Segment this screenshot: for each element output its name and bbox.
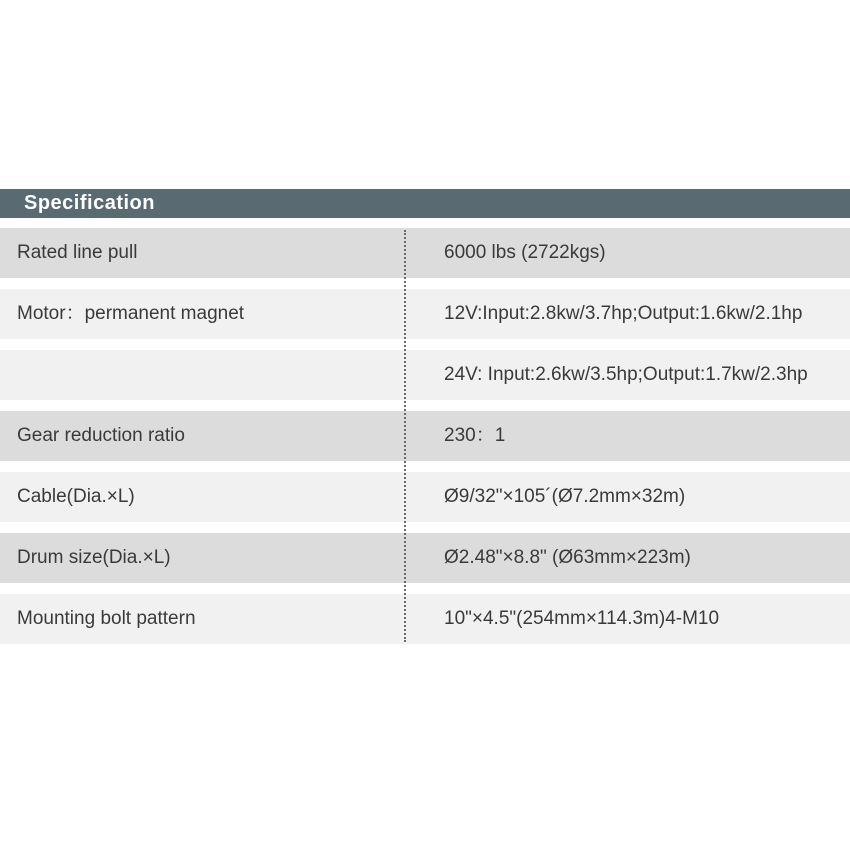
spec-label: Rated line pull [17,242,138,263]
column-divider [404,230,406,642]
spec-row-gear-ratio [0,411,850,461]
spec-value: 24V: Input:2.6kw/3.5hp;Output:1.7kw/2.3hp [444,364,808,385]
spec-row-mounting-bolt [0,594,850,644]
spec-row-cable [0,472,850,522]
spec-value: Ø2.48"×8.8" (Ø63mm×223m) [444,547,691,568]
spec-header-title: Specification [24,192,155,214]
spec-value: 10"×4.5"(254mm×114.3m)4-M10 [444,608,720,629]
spec-label: Cable(Dia.×L) [17,486,135,507]
spec-label: Drum size(Dia.×L) [17,547,171,568]
spec-row-motor-24v [0,350,850,400]
spec-value: 12V:Input:2.8kw/3.7hp;Output:1.6kw/2.1hp [444,303,803,324]
spec-row-rated-line-pull [0,228,850,278]
spec-table [0,228,850,655]
spec-row-drum-size [0,533,850,583]
spec-label: Gear reduction ratio [17,425,185,446]
spec-label: Motor：permanent magnet [17,303,245,324]
spec-header-bar [0,189,850,218]
spec-row-motor [0,289,850,339]
spec-value: 6000 lbs (2722kgs) [444,242,606,263]
spec-value: Ø9/32"×105´(Ø7.2mm×32m) [444,486,686,507]
spec-value: 230：1 [444,425,506,446]
spec-label: Mounting bolt pattern [17,608,196,629]
